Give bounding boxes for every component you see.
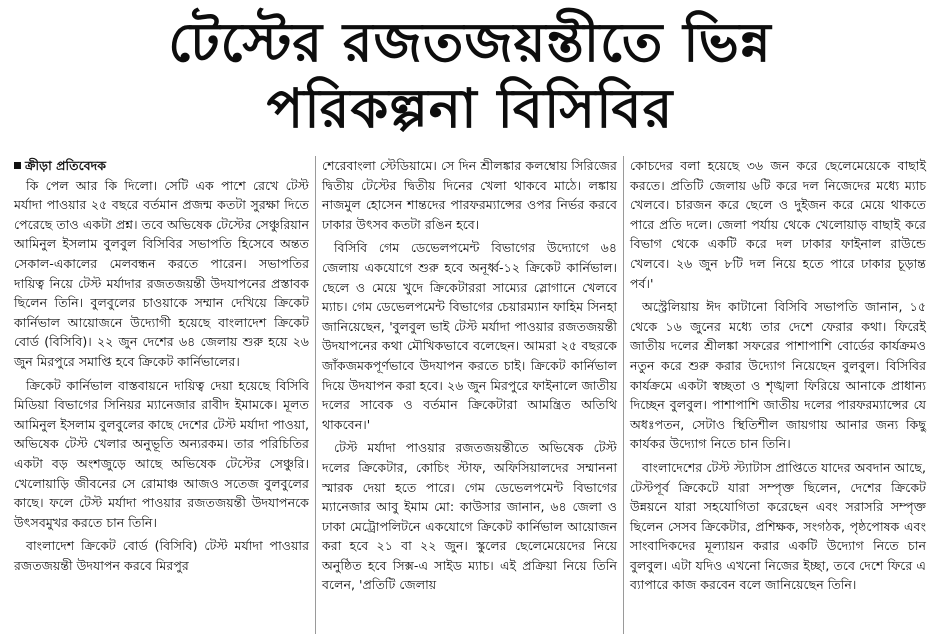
byline-bullet-icon — [14, 162, 21, 169]
article-column-2 — [316, 156, 624, 634]
article-paragraph: বাংলাদেশের টেস্ট স্ট্যাটাস প্রাপ্তিতে যাদের অবদান আছে, টেস্টপূর্ব ক্রিকেটে যারা সম্পৃক্ত ছিলেন, দেশের ক্রিকেট উন্নয়নে যারা সহযোগিতা করেছেন এবং সরাসরি সম্পৃক্ত ছিলেন সেসব ক্রিকেটার, প্রশিক্ষক, সংগঠক, পৃষ্ঠপোষক এবং সাংবাদিকদের মূল্যায়ন করার একটি উদ্যোগ নিতে চান বুলবুল। এটা যদিও এখনো নিজের ইচ্ছা, তবে দেশে ফিরে এ ব্যাপারে কাজ করবেন বলে জানিয়েছেন তিনি। — [630, 459, 926, 593]
article-columns — [8, 156, 934, 634]
article-paragraph: বাংলাদেশ ক্রিকেট বোর্ড (বিসিবি) টেস্ট মর্যাদা পাওয়ার রজতজয়ন্তী উদযাপন করবে মিরপুর — [14, 538, 309, 573]
article-paragraph: শেরেবাংলা স্টেডিয়ামে। সে দিন শ্রীলঙ্কার কলম্বোয় সিরিজের দ্বিতীয় টেস্টের দ্বিতীয় দিনের খেলা থাকবে মাঠে। লঙ্কায় নাজমুল হোসেন শান্তদের পারফরম্যান্সের ওপর নির্ভর করবে ঢাকার উৎসব কতটা রঙিন হবে। — [322, 158, 617, 232]
article-paragraph: অস্ট্রেলিয়ায় ঈদ কাটানো বিসিবি সভাপতি জানান, ১৫ থেকে ১৬ জুনের মধ্যে তার দেশে ফেরার কথা। ফিরেই জাতীয় দলের শ্রীলঙ্কা সফরের পাশাপাশি বোর্ডের কার্যক্রমও নতুন করে শুরু করার উদ্যোগ নিয়েছেন বুলবুল। বিসিবির কার্যক্রমে একটা স্বচ্ছতা ও শৃঙ্খলা ফিরিয়ে আনাকে প্রাধান্য দিচ্ছেন বুলবুল। পাশাপাশি জাতীয় দলের পারফরম্যান্সের যে অধঃপতন, সেটাও স্থিতিশীল জায়গায় আনার জন্য কিছু কার্যকর উদ্যোগ নিতে চান তিনি। — [630, 299, 926, 452]
article-paragraph: কি পেল আর কি দিলো। সেটি এক পাশে রেখে টেস্ট মর্যাদা পাওয়ার ২৫ বছরে বর্তমান প্রজন্ম কতটা সুরক্ষা দিতে পেরেছে তাও একটা প্রশ্ন। তবে অভিষেক টেস্টের সেঞ্চুরিয়ান আমিনুল ইসলাম বুলবুল বিসিবির সভাপতি হিসেবে অন্তত সেকাল-একালের মেলবন্ধন করতে পারেন। সভাপতির দায়িত্ব নিয়ে টেস্ট মর্যাদার রজতজয়ন্তী উদযাপনের প্রস্তাবক ছিলেন তিনি। বুলবুলের চাওয়াকে সম্মান দেখিয়ে ক্রিকেট কার্নিভাল আয়োজনে উদ্যোগী হয়েছে বাংলাদেশ ক্রিকেট বোর্ড (বিসিবি)। ২২ জুন দেশের ৬৪ জেলায় শুরু হয়ে ২৬ জুন মিরপুরে সমাপ্তি হবে ক্রিকেট কার্নিভালের। — [14, 177, 309, 369]
article-paragraph: ক্রিকেট কার্নিভাল বাস্তবায়নে দায়িত্ব দেয়া হয়েছে বিসিবি মিডিয়া বিভাগের সিনিয়র ম্যানেজার রাবীদ ইমামকে। মূলত আমিনুল ইসলাম বুলবুলের কাছে দেশের টেস্ট মর্যাদা পাওয়া, অভিষেক টেস্ট খেলার অনুভূতি অন্যরকম। তার পরিচিতির একটা বড় অংশজুড়ে আছে অভিষেক টেস্টের সেঞ্চুরি। খেলোয়াড়ি জীবনের সে রোমাঞ্চ আজও সতেজ বুলবুলের কাছে। ফলে টেস্ট মর্যাদা পাওয়ার রজতজয়ন্তী উদযাপনকে উৎসবমুখর করতে চান তিনি। — [14, 377, 309, 530]
article-column-3 — [624, 156, 932, 634]
byline-text: ক্রীড়া প্রতিবেদক — [25, 158, 107, 173]
article-paragraph: কোচদের বলা হয়েছে ৩৬ জন করে ছেলেমেয়েকে বাছাই করতে। প্রতিটি জেলায় ৬টি করে দল নিজেদের মধ্যে ম্যাচ খেলবে। চারজন করে ছেলে ও দুইজন করে মেয়ে থাকতে পারে প্রতি দলে। জেলা পর্যায় থেকে খেলোয়াড় বাছাই করে বিভাগ থেকে একটি করে দল ঢাকার ফাইনাল রাউন্ডে খেলবে। ২৬ জুন ৮টি দল নিয়ে হতে পারে ঢাকার চূড়ান্ত পর্ব।' — [630, 158, 926, 291]
headline-line-1: টেস্টের রজতজয়ন্তীতে ভিন্ন — [168, 11, 772, 74]
article-paragraph: টেস্ট মর্যাদা পাওয়ার রজতজয়ন্তীতে অভিষেক টেস্ট দলের ক্রিকেটার, কোচিং স্টাফ, অফিসিয়ালদের সম্মাননা স্মারক দেয়া হতে পারে। গেম ডেভেলপমেন্ট বিভাগের ম্যানেজার আবু ইমাম মো: কাউসার জানান, ৬৪ জেলা ও ঢাকা মেট্রোপলিটনে একযোগে ক্রিকেট কার্নিভাল আয়োজন করা হবে ২১ বা ২২ জুন। স্কুলের ছেলেমেয়েদের নিয়ে অনুষ্ঠিত হবে সিক্স-এ সাইড ম্যাচ। এই প্রক্রিয়া নিয়ে তিনি বলেন, 'প্রতিটি জেলায় — [322, 440, 617, 593]
article-paragraph: বিসিবি গেম ডেভেলপমেন্ট বিভাগের উদ্যোগে ৬৪ জেলায় একযোগে শুরু হবে অনূর্ধ্ব-১২ ক্রিকেট কার্নিভাল। ছেলে ও মেয়ে খুদে ক্রিকেটাররা সাম্যের স্লোগানে খেলবে ম্যাচ। গেম ডেভেলপমেন্ট বিভাগের চেয়ারম্যান ফাহিম সিনহা জানিয়েছেন, 'বুলবুল ভাই টেস্ট মর্যাদা পাওয়ার রজতজয়ন্তী উদযাপনের কথা মৌখিকভাবে বলেছেন। আমরা ২৫ বছরকে জাঁকজমকপূর্ণভাবে উদযাপন করতে চাই। ক্রিকেট কার্নিভাল দিয়ে উদযাপন করা হবে। ২৬ জুন মিরপুরে ফাইনালে জাতীয় দলের সাবেক ও বর্তমান ক্রিকেটারা আমন্ত্রিত অতিথি থাকবেন।' — [322, 240, 617, 432]
headline-line-2: পরিকল্পনা বিসিবির — [266, 77, 674, 140]
article-column-1 — [8, 156, 316, 634]
byline — [14, 156, 309, 176]
headline — [0, 0, 940, 150]
